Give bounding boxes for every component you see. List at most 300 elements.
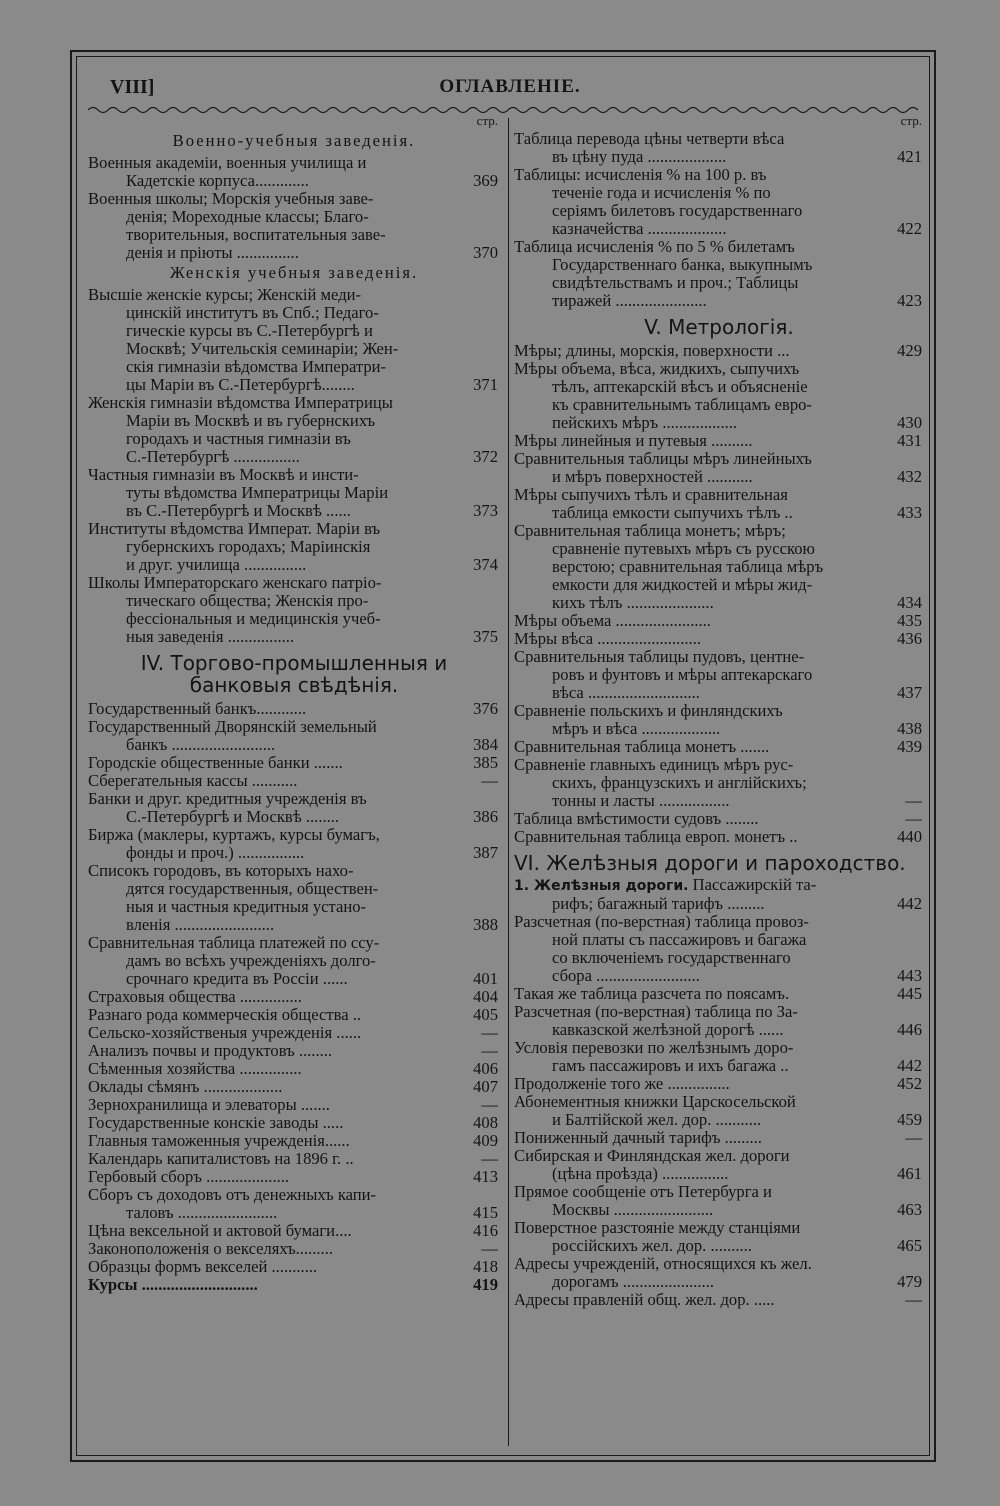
toc-entry-first-line: Курсы ............................ <box>88 1275 258 1294</box>
toc-entry-title <box>88 154 500 190</box>
toc-entry-continuation: (цѣна проѣзда) ................ <box>552 1164 729 1183</box>
toc-page-number: 419 <box>473 1275 498 1294</box>
toc-entry-continuation: ныя заведенія ................ <box>126 627 295 646</box>
toc-entry-title <box>88 520 500 574</box>
toc-entry[interactable] <box>88 790 500 826</box>
toc-entry[interactable] <box>514 432 924 450</box>
page-column-label: стр. <box>476 113 498 128</box>
toc-page-number: 434 <box>897 593 922 612</box>
toc-entry[interactable] <box>514 1183 924 1219</box>
toc-entry-continuation: тиражей ...................... <box>552 291 707 310</box>
toc-entry-title <box>88 1132 500 1150</box>
toc-entry-first-line: Сравненіе польскихъ и финляндскихъ <box>514 701 783 720</box>
toc-page-number: 406 <box>473 1059 498 1078</box>
toc-page-number: 376 <box>473 699 498 718</box>
toc-entry-title <box>88 988 500 1006</box>
toc-entry-continuation: С.-Петербургѣ и Москвѣ ........ <box>126 807 340 826</box>
toc-page-number: 442 <box>897 1056 922 1075</box>
toc-entry[interactable] <box>514 648 924 702</box>
toc-page-number: 479 <box>897 1272 922 1291</box>
toc-entry-title <box>514 876 924 913</box>
section-heading: Военно-учебныя заведенія. <box>172 131 416 150</box>
toc-entry[interactable] <box>88 1150 500 1168</box>
toc-entry-title <box>88 862 500 934</box>
toc-entry-title <box>514 1255 924 1291</box>
section-heading: Женскія учебныя заведенія. <box>169 263 419 282</box>
toc-page-number: 374 <box>473 555 498 574</box>
toc-page-number: 415 <box>473 1203 498 1222</box>
toc-entry[interactable] <box>88 1240 500 1258</box>
toc-entry-title <box>88 826 500 862</box>
toc-entry-title <box>88 286 500 394</box>
toc-entry-first-line: Адресы учрежденій, относящихся къ жел. <box>514 1254 812 1273</box>
toc-entry-continuation: къ сравнительнымъ таблицамъ евро- <box>552 395 812 414</box>
toc-entry-first-line: Военныя школы; Морскія учебныя заве- <box>88 189 374 208</box>
toc-entry-first-line: Таблица вмѣстимости судовъ ........ <box>514 809 759 828</box>
toc-entry-title <box>88 1006 500 1024</box>
toc-entry-title <box>514 612 924 630</box>
toc-entry-first-line: Мѣры объема, вѣса, жидкихъ, сыпучихъ <box>514 359 800 378</box>
toc-entry[interactable] <box>514 1147 924 1183</box>
toc-page-number: 418 <box>473 1257 498 1276</box>
toc-entry-first-line: Мѣры вѣса ......................... <box>514 629 701 648</box>
toc-entry-continuation: гамъ пассажировъ и ихъ багажа .. <box>552 1056 789 1075</box>
toc-entry[interactable] <box>88 700 500 718</box>
toc-entry[interactable] <box>514 342 924 360</box>
toc-entry-first-line: Главныя таможенныя учрежденія...... <box>88 1131 350 1150</box>
toc-entry-first-line: Списокъ городовъ, въ которыхъ нахо- <box>88 861 354 880</box>
toc-page-number: — <box>905 1128 922 1147</box>
toc-entry-continuation: скихъ, французскихъ и англійскихъ; <box>552 773 807 792</box>
toc-entry-first-line: Сравнительная таблица платежей по ссу- <box>88 933 380 952</box>
toc-entry-title <box>514 828 924 846</box>
subsection-label: 1. Желѣзныя дороги. <box>514 878 689 894</box>
toc-page-number: — <box>481 1023 498 1042</box>
toc-entry-first-line: Сѣменныя хозяйства ............... <box>88 1059 302 1078</box>
toc-entry-first-line: Государственные конскіе заводы ..... <box>88 1113 344 1132</box>
toc-entry-continuation: со включеніемъ государственнаго <box>552 948 791 967</box>
toc-page-number: 404 <box>473 987 498 1006</box>
toc-entry-continuation: въ С.-Петербургѣ и Москвѣ ...... <box>126 501 351 520</box>
toc-entry[interactable] <box>88 466 500 520</box>
toc-entry-continuation: дамъ во всѣхъ учрежденіяхъ долго- <box>126 951 376 970</box>
toc-page-number: — <box>481 1041 498 1060</box>
toc-entry-continuation: теченіе года и исчисленія % по <box>552 183 771 202</box>
toc-entry-title <box>514 1219 924 1255</box>
toc-entry-first-line: Прямое сообщеніе отъ Петербурга и <box>514 1182 772 1201</box>
toc-entry-continuation: цинскій институтъ въ Спб.; Педаго- <box>126 303 379 322</box>
toc-entry-continuation: Москвѣ; Учительскія семинаріи; Жен- <box>126 339 399 358</box>
column-divider <box>508 118 509 1446</box>
toc-entry-title <box>88 1186 500 1222</box>
toc-entry-continuation: таловъ ........................ <box>126 1203 278 1222</box>
toc-entry-continuation: цы Маріи въ С.-Петербургѣ........ <box>126 375 355 394</box>
toc-page-number: 445 <box>897 984 922 1003</box>
toc-entry-first-line: Календарь капиталистовъ на 1896 г. .. <box>88 1149 354 1168</box>
toc-entry[interactable] <box>88 574 500 646</box>
toc-entry[interactable] <box>88 1186 500 1222</box>
toc-entry-continuation: Кадетскіе корпуса............. <box>126 171 309 190</box>
toc-entry-continuation: сбора ......................... <box>552 966 700 985</box>
toc-entry[interactable] <box>88 718 500 754</box>
toc-entry-first-line: Мѣры сыпучихъ тѣлъ и сравнительная <box>514 485 788 504</box>
toc-entry-first-line: Частныя гимназіи въ Москвѣ и инсти- <box>88 465 359 484</box>
toc-entry-continuation: тическаго общества; Женскія про- <box>126 591 369 610</box>
toc-entry-continuation: ныя и частныя кредитныя устано- <box>126 897 367 916</box>
toc-entry-continuation: и мѣръ поверхностей ........... <box>552 467 753 486</box>
toc-entry-continuation: емкости для жидкостей и мѣры жид- <box>552 575 813 594</box>
toc-entry-title <box>88 574 500 646</box>
toc-entry-first-line: Сравнительная таблица европ. монетъ .. <box>514 827 798 846</box>
toc-entry-first-line: Сравнительная таблица монетъ ....... <box>514 737 770 756</box>
toc-entry[interactable] <box>88 1222 500 1240</box>
toc-entry-continuation: верстою; сравнительная таблица мѣръ <box>552 557 824 576</box>
toc-page-number: 438 <box>897 719 922 738</box>
toc-entry-title <box>514 450 924 486</box>
toc-page-number: 408 <box>473 1113 498 1132</box>
toc-entry-title <box>88 790 500 826</box>
toc-entry[interactable] <box>88 1258 500 1276</box>
toc-entry-first-line: Цѣна вексельной и актовой бумаги.... <box>88 1221 352 1240</box>
toc-page-number: 407 <box>473 1077 498 1096</box>
toc-entry-first-line: Мѣры; длины, морскія, поверхности ... <box>514 341 790 360</box>
toc-entry-continuation: дятся государственныя, обществен- <box>126 879 379 898</box>
toc-page-number: 461 <box>897 1164 922 1183</box>
toc-entry-title <box>514 1039 924 1075</box>
toc-entry-title <box>514 648 924 702</box>
toc-entry[interactable] <box>514 1291 924 1309</box>
toc-entry[interactable] <box>88 1276 500 1294</box>
toc-page-number: 371 <box>473 375 498 394</box>
toc-entry-first-line: Пассажирскій та- <box>688 875 817 894</box>
toc-page-number: 465 <box>897 1236 922 1255</box>
section-heading: IV. Торгово-промышленныя и банковыя свѣдѣнія. <box>140 651 448 697</box>
toc-entry[interactable] <box>88 1132 500 1150</box>
toc-entry-first-line: Сравнительная таблица монетъ; мѣръ; <box>514 521 786 540</box>
toc-entry[interactable] <box>514 1255 924 1291</box>
toc-entry-first-line: Сельско-хозяйственыя учрежденія ...... <box>88 1023 362 1042</box>
toc-entry-continuation: Москвы ........................ <box>552 1200 714 1219</box>
toc-entry-continuation: Маріи въ Москвѣ и въ губернскихъ <box>126 411 376 430</box>
toc-page-number: — <box>481 1149 498 1168</box>
toc-page-number: 431 <box>897 431 922 450</box>
toc-entry-first-line: Таблица перевода цѣны четверти вѣса <box>514 129 785 148</box>
toc-entry[interactable] <box>88 1096 500 1114</box>
toc-entry[interactable] <box>514 738 924 756</box>
toc-entry[interactable] <box>88 826 500 862</box>
toc-entry-first-line: Анализъ почвы и продуктовъ ........ <box>88 1041 333 1060</box>
toc-entry-title <box>88 1276 500 1294</box>
toc-entry-first-line: Разсчетная (по-верстная) таблица провоз- <box>514 912 809 931</box>
toc-entry-title <box>88 700 500 718</box>
toc-page-number: 386 <box>473 807 498 826</box>
toc-entry[interactable] <box>88 1060 500 1078</box>
toc-entry-title <box>514 130 924 166</box>
toc-entry-title <box>514 342 924 360</box>
toc-entry[interactable] <box>514 1129 924 1147</box>
toc-entry-first-line: Разсчетная (по-верстная) таблица по За- <box>514 1002 798 1021</box>
toc-entry-title <box>514 738 924 756</box>
toc-page-number: 422 <box>897 219 922 238</box>
toc-entry[interactable] <box>514 1075 924 1093</box>
toc-entry-first-line: Оклады сѣмянъ ................... <box>88 1077 283 1096</box>
toc-entry-title <box>88 754 500 772</box>
toc-entry-first-line: Образцы формъ векселей ........... <box>88 1257 318 1276</box>
right-column <box>514 112 924 1309</box>
toc-page-number: 459 <box>897 1110 922 1129</box>
toc-page-number: 401 <box>473 969 498 988</box>
toc-entry[interactable] <box>514 130 924 166</box>
toc-entry-title <box>88 1042 500 1060</box>
page-header <box>100 74 920 104</box>
toc-entry-first-line: Условія перевозки по желѣзнымъ доро- <box>514 1038 794 1057</box>
toc-entry-title <box>514 913 924 985</box>
toc-page-number: — <box>905 791 922 810</box>
toc-entry[interactable] <box>514 1093 924 1129</box>
toc-page-number: 387 <box>473 843 498 862</box>
toc-entry-title <box>514 1129 924 1147</box>
toc-page-number: 430 <box>897 413 922 432</box>
toc-entry[interactable] <box>88 772 500 790</box>
page-number: VIII] <box>110 76 155 98</box>
toc-entry-title <box>88 1078 500 1096</box>
toc-page-number: 373 <box>473 501 498 520</box>
toc-entry[interactable] <box>88 934 500 988</box>
toc-entry-title <box>88 718 500 754</box>
toc-entry-title <box>88 1096 500 1114</box>
toc-entry[interactable] <box>514 450 924 486</box>
toc-entry-title <box>514 360 924 432</box>
toc-entry-first-line: Разнаго рода коммерческія общества .. <box>88 1005 362 1024</box>
toc-entry[interactable] <box>514 810 924 828</box>
toc-entry-continuation: срочнаго кредита въ Россіи ...... <box>126 969 348 988</box>
toc-entry[interactable] <box>514 828 924 846</box>
toc-page-number: — <box>481 771 498 790</box>
toc-page-number: 463 <box>897 1200 922 1219</box>
toc-entry[interactable] <box>88 754 500 772</box>
toc-entry-title <box>88 772 500 790</box>
toc-entry-title <box>88 934 500 988</box>
toc-page-number: 369 <box>473 171 498 190</box>
toc-page-number: 443 <box>897 966 922 985</box>
toc-page-number: 440 <box>897 827 922 846</box>
section-heading: VI. Желѣзныя дороги и пароходство. <box>514 851 906 875</box>
toc-entry-continuation: гическіе курсы въ С.-Петербургѣ и <box>126 321 373 340</box>
toc-entry-title <box>88 1060 500 1078</box>
toc-entry-first-line: Продолженіе того же ............... <box>514 1074 730 1093</box>
toc-entry-title <box>514 522 924 612</box>
page-column-label: стр. <box>900 113 922 128</box>
toc-entry[interactable] <box>514 612 924 630</box>
toc-entry[interactable] <box>88 286 500 394</box>
toc-entry-continuation: С.-Петербургѣ ................ <box>126 447 300 466</box>
toc-entry-continuation: скія гимназіи вѣдомства Императри- <box>126 357 387 376</box>
toc-page-number: — <box>905 1290 922 1309</box>
toc-entry-continuation: таблица емкости сыпучихъ тѣлъ .. <box>552 503 793 522</box>
toc-entry[interactable] <box>514 1003 924 1039</box>
toc-entry-title <box>88 1258 500 1276</box>
toc-entry-continuation: въ цѣну пуда ................... <box>552 147 727 166</box>
toc-page-number: 437 <box>897 683 922 702</box>
section-heading: V. Метрологія. <box>644 315 794 339</box>
toc-entry-first-line: Абонементныя книжки Царскосельской <box>514 1092 796 1111</box>
toc-entry[interactable] <box>514 876 924 913</box>
toc-page-number: 375 <box>473 627 498 646</box>
toc-entry-title <box>514 1291 924 1309</box>
toc-entry-title <box>514 630 924 648</box>
toc-entry[interactable] <box>88 1042 500 1060</box>
toc-entry-continuation: и Балтійской жел. дор. ........... <box>552 1110 762 1129</box>
toc-entry-first-line: Сберегательныя кассы ........... <box>88 771 298 790</box>
toc-entry-continuation: губернскихъ городахъ; Маріинскія <box>126 537 371 556</box>
toc-entry[interactable] <box>88 520 500 574</box>
toc-entry[interactable] <box>88 190 500 262</box>
toc-entry[interactable] <box>88 988 500 1006</box>
toc-entry-continuation: пейскихъ мѣръ .................. <box>552 413 738 432</box>
toc-entry-continuation: банкъ ......................... <box>126 735 276 754</box>
toc-entry-first-line: Государственный Дворянскій земельный <box>88 717 377 736</box>
toc-entry-title <box>88 1222 500 1240</box>
toc-page-number: 435 <box>897 611 922 630</box>
toc-entry-title <box>88 1240 500 1258</box>
toc-entry-title <box>88 1168 500 1186</box>
toc-entry-first-line: Высшіе женскіе курсы; Женскій меди- <box>88 285 362 304</box>
toc-entry-title <box>514 1183 924 1219</box>
toc-entry-title <box>514 756 924 810</box>
toc-entry-continuation: ной платы съ пассажировъ и багажа <box>552 930 807 949</box>
toc-page-number: 370 <box>473 243 498 262</box>
toc-entry-first-line: Сборъ съ доходовъ отъ денежныхъ капи- <box>88 1185 377 1204</box>
toc-entry-title <box>514 486 924 522</box>
toc-entry-continuation: тѣлъ, аптекарскій вѣсъ и объясненіе <box>552 377 808 396</box>
toc-page-number: 446 <box>897 1020 922 1039</box>
toc-entry-first-line: Такая же таблица разсчета по поясамъ. <box>514 984 790 1003</box>
toc-entry[interactable] <box>514 522 924 612</box>
toc-entry[interactable] <box>514 913 924 985</box>
toc-entry-continuation: денія и пріюты ............... <box>126 243 299 262</box>
toc-entry[interactable] <box>514 238 924 310</box>
toc-page-number: 385 <box>473 753 498 772</box>
toc-entry-continuation: туты вѣдомства Императрицы Маріи <box>126 483 389 502</box>
toc-entry-continuation: сравненіе путевыхъ мѣръ съ русскою <box>552 539 815 558</box>
toc-entry-continuation: кавказской желѣзной дорогѣ ...... <box>552 1020 784 1039</box>
toc-entry-first-line: Гербовый сборъ .................... <box>88 1167 290 1186</box>
toc-entry[interactable] <box>88 1078 500 1096</box>
toc-entry-title <box>514 432 924 450</box>
toc-entry[interactable] <box>514 1039 924 1075</box>
toc-entry-continuation: вленія ........................ <box>126 915 275 934</box>
toc-entry-first-line: Поверстное разстояніе между станціями <box>514 1218 801 1237</box>
toc-page-number: — <box>905 809 922 828</box>
toc-entry-title <box>88 394 500 466</box>
toc-entry-first-line: Таблица исчисленія % по 5 % билетамъ <box>514 237 795 256</box>
toc-entry-continuation: ровъ и фунтовъ и мѣры аптекарскаго <box>552 665 813 684</box>
toc-entry-continuation: вѣса ........................... <box>552 683 700 702</box>
toc-entry[interactable] <box>88 1114 500 1132</box>
toc-page-number: 421 <box>897 147 922 166</box>
toc-entry-continuation: дорогамъ ...................... <box>552 1272 714 1291</box>
toc-page-number: 442 <box>897 894 922 913</box>
toc-entry-title <box>514 1003 924 1039</box>
page-title: ОГЛАВЛЕНІЕ. <box>439 76 581 97</box>
toc-entry[interactable] <box>88 1006 500 1024</box>
left-column <box>88 112 500 1294</box>
toc-entry-title <box>514 985 924 1003</box>
toc-entry-continuation: фессіональныя и медицинскія учеб- <box>126 609 381 628</box>
toc-page-number: 413 <box>473 1167 498 1186</box>
toc-entry[interactable] <box>88 1024 500 1042</box>
toc-entry-first-line: Государственный банкъ............ <box>88 699 307 718</box>
toc-entry-first-line: Пониженный дачный тарифъ ......... <box>514 1128 762 1147</box>
toc-entry-continuation: тонны и ласты ................. <box>552 791 730 810</box>
toc-entry-title <box>514 1075 924 1093</box>
toc-entry-continuation: серіямъ билетовъ государственнаго <box>552 201 803 220</box>
toc-entry-title <box>514 702 924 738</box>
toc-entry-first-line: Законоположенія о векселяхъ......... <box>88 1239 333 1258</box>
toc-page-number: 409 <box>473 1131 498 1150</box>
toc-entry[interactable] <box>514 166 924 238</box>
toc-entry[interactable] <box>88 862 500 934</box>
toc-entry-continuation: россійскихъ жел. дор. .......... <box>552 1236 752 1255</box>
toc-entry[interactable] <box>514 486 924 522</box>
toc-page-number: — <box>481 1095 498 1114</box>
toc-page-number: 423 <box>897 291 922 310</box>
toc-entry-title <box>514 166 924 238</box>
toc-entry-continuation: рифъ; багажный тарифъ ......... <box>552 894 765 913</box>
toc-entry[interactable] <box>514 702 924 738</box>
toc-entry[interactable] <box>514 1219 924 1255</box>
toc-entry-first-line: Мѣры линейныя и путевыя .......... <box>514 431 753 450</box>
toc-page-number: 388 <box>473 915 498 934</box>
toc-entry-first-line: Сибирская и Финляндская жел. дороги <box>514 1146 790 1165</box>
toc-entry-first-line: Адресы правленій общ. жел. дор. ..... <box>514 1290 775 1309</box>
toc-page-number: 439 <box>897 737 922 756</box>
toc-entry-continuation: денія; Мореходные классы; Благо- <box>126 207 369 226</box>
toc-page-number: 372 <box>473 447 498 466</box>
toc-entry[interactable] <box>88 154 500 190</box>
toc-page-number: 405 <box>473 1005 498 1024</box>
toc-entry-title <box>88 1150 500 1168</box>
toc-entry[interactable] <box>88 394 500 466</box>
toc-entry-first-line: Сравненіе главныхъ единицъ мѣръ рус- <box>514 755 794 774</box>
toc-page-number: 429 <box>897 341 922 360</box>
toc-entry-first-line: Страховыя общества ............... <box>88 987 302 1006</box>
toc-entry-first-line: Институты вѣдомства Императ. Маріи въ <box>88 519 381 538</box>
toc-entry-first-line: Военныя академіи, военныя училища и <box>88 153 367 172</box>
toc-entry-continuation: казначейства ................... <box>552 219 727 238</box>
toc-page-number: 432 <box>897 467 922 486</box>
toc-entry-title <box>514 238 924 310</box>
toc-entry-first-line: Зернохранилища и элеваторы ....... <box>88 1095 330 1114</box>
toc-page-number: 433 <box>897 503 922 522</box>
toc-entry-title <box>88 1024 500 1042</box>
toc-entry[interactable] <box>88 1168 500 1186</box>
toc-entry-first-line: Сравнительныя таблицы мѣръ линейныхъ <box>514 449 812 468</box>
toc-page-number: 436 <box>897 629 922 648</box>
toc-page-number: 452 <box>897 1074 922 1093</box>
toc-entry-title <box>88 1114 500 1132</box>
toc-entry-continuation: свидѣтельствамъ и проч.; Таблицы <box>552 273 799 292</box>
toc-entry-title <box>514 1147 924 1183</box>
toc-entry[interactable] <box>514 756 924 810</box>
toc-entry-title <box>514 1093 924 1129</box>
toc-entry-first-line: Таблицы: исчисленія % на 100 р. въ <box>514 165 767 184</box>
toc-page-number: 384 <box>473 735 498 754</box>
toc-entry[interactable] <box>514 985 924 1003</box>
toc-entry[interactable] <box>514 630 924 648</box>
toc-entry[interactable] <box>514 360 924 432</box>
toc-entry-continuation: мѣръ и вѣса ................... <box>552 719 721 738</box>
